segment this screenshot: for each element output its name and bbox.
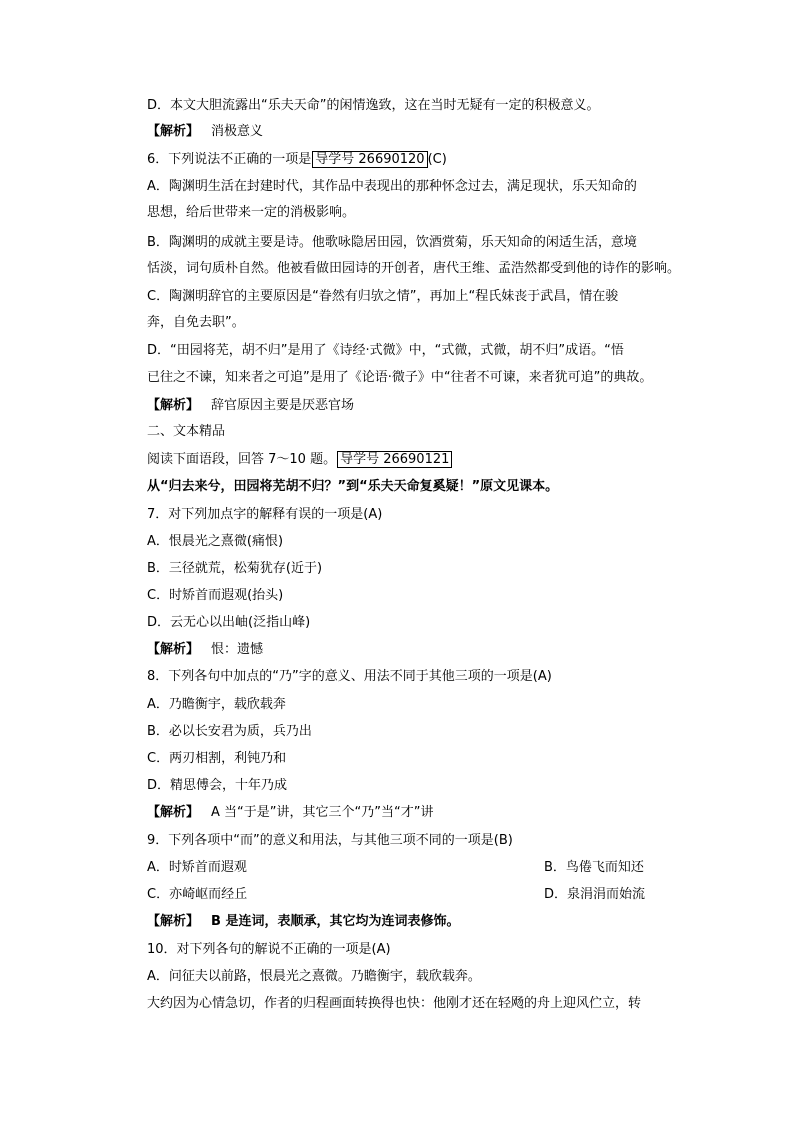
question-6-answer: (C) xyxy=(427,152,447,167)
option-a-line: A．陶渊明生活在封建时代，其作品中表现出的那种怀念过去，满足现状，乐天知命的 xyxy=(147,179,637,194)
option-d-line: D．精思傅会，十年乃成 xyxy=(147,778,288,793)
option-c-line: C．陶渊明辞官的主要原因是“眷然有归欤之情”，再加上“程氏妹丧于武昌，情在骏 xyxy=(147,289,619,304)
option-c-line: C．两刃相割，利钝乃和 xyxy=(147,751,287,766)
option-a-line: A．时矫首而遐观 xyxy=(147,860,247,875)
reading-instruction xyxy=(147,451,687,469)
reference-number: 导学号 26690121 xyxy=(337,451,452,468)
source-note: 从“归去来兮，田园将芜胡不归？”到“乐夫天命复奚疑！”原文见课本。 xyxy=(147,479,559,494)
question-9: 9．下列各项中“而”的意义和用法，与其他三项不同的一项是(B) xyxy=(147,833,513,848)
jiexi-text: A 当“于是”讲，其它三个“乃”当“才”讲 xyxy=(211,805,434,820)
options-row-ab xyxy=(147,859,687,877)
jiexi-text: B 是连词，表顺承，其它均为连词表修饰。 xyxy=(211,914,460,929)
option-a-line-cont: 思想，给后世带来一定的消极影响。 xyxy=(147,205,356,220)
reference-number: 导学号 26690120 xyxy=(312,151,427,168)
jiexi-line xyxy=(147,397,687,415)
option-d-line: D．本文大胆流露出“乐夫天命”的闲情逸致，这在当时无疑有一定的积极意义。 xyxy=(147,98,600,113)
reading-instruction-text: 阅读下面语段，回答 7～10 题。 xyxy=(147,452,337,467)
question-6 xyxy=(147,151,687,169)
jiexi-line xyxy=(147,641,687,659)
options-row-cd xyxy=(147,886,687,904)
option-c-line: C．时矫首而遐观(抬头) xyxy=(147,588,284,603)
option-b-line: B．必以长安君为质，兵乃出 xyxy=(147,724,312,739)
jiexi-text: 恨：遗憾 xyxy=(211,642,264,657)
jiexi-label: 【解析】 xyxy=(147,642,200,657)
option-a-line: A．乃瞻衡宇，载欣载奔 xyxy=(147,697,286,712)
option-c-line: C．亦崎岖而经丘 xyxy=(147,887,248,902)
question-7: 7．对下列加点字的解释有误的一项是(A) xyxy=(147,507,383,522)
question-6-text: 6．下列说法不正确的一项是 xyxy=(147,152,312,167)
jiexi-line xyxy=(147,913,687,931)
section-heading: 二、文本精品 xyxy=(147,424,226,439)
option-b-line: B．鸟倦飞而知还 xyxy=(544,860,644,875)
explanation-line: 大约因为心情急切，作者的归程画面转换得也快：他刚才还在轻飏的舟上迎风伫立，转 xyxy=(147,996,642,1011)
jiexi-label: 【解析】 xyxy=(147,124,200,139)
option-a-line: A．恨晨光之熹微(痛恨) xyxy=(147,534,284,549)
jiexi-text: 辞官原因主要是厌恶官场 xyxy=(211,398,355,413)
option-d-line: D．泉涓涓而始流 xyxy=(544,887,646,902)
option-b-line: B．陶渊明的成就主要是诗。他歌咏隐居田园，饮酒赏菊，乐天知命的闲适生活，意境 xyxy=(147,235,637,250)
jiexi-line xyxy=(147,804,687,822)
question-10: 10．对下列各句的解说不正确的一项是(A) xyxy=(147,942,391,957)
jiexi-line xyxy=(147,123,687,141)
option-d-line-cont: 已往之不谏，知来者之可追”是用了《论语·微子》中“往者不可谏，来者犹可追”的典故。 xyxy=(147,370,653,385)
question-8: 8．下列各句中加点的“乃”字的意义、用法不同于其他三项的一项是(A) xyxy=(147,669,552,684)
jiexi-label: 【解析】 xyxy=(147,805,200,820)
option-a-line: A．问征夫以前路，恨晨光之熹微。乃瞻衡宇，载欣载奔。 xyxy=(147,969,481,984)
jiexi-text: 消极意义 xyxy=(211,124,264,139)
jiexi-label: 【解析】 xyxy=(147,914,200,929)
jiexi-label: 【解析】 xyxy=(147,398,200,413)
option-d-line: D．“田园将芜，胡不归”是用了《诗经·式微》中，“式微，式微，胡不归”成语。“悟 xyxy=(147,343,624,358)
option-c-line-cont: 奔，自免去职”。 xyxy=(147,315,245,330)
option-b-line: B．三径就荒，松菊犹存(近于) xyxy=(147,561,323,576)
option-b-line-cont: 恬淡，词句质朴自然。他被看做田园诗的开创者，唐代王维、孟浩然都受到他的诗作的影响。 xyxy=(147,261,681,276)
option-d-line: D．云无心以出岫(泛指山峰) xyxy=(147,615,311,630)
